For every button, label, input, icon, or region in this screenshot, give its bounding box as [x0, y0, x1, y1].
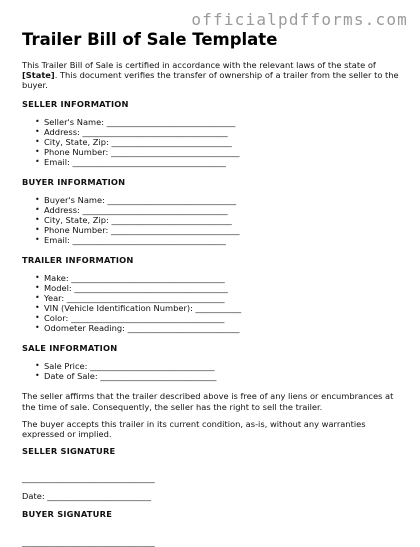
trailer-information-heading: TRAILER INFORMATION	[22, 255, 134, 266]
buyer-signature-heading: BUYER SIGNATURE	[22, 509, 113, 520]
intro-paragraph	[22, 60, 400, 91]
seller-email-field: • Email: _____________________________________	[44, 157, 400, 167]
seller-date-spacer	[22, 482, 400, 491]
buyer-fields-list	[22, 195, 400, 245]
trailer-vin-field: • VIN (Vehicle Identification Number): ___________	[44, 303, 400, 313]
document-body	[22, 60, 400, 546]
seller-signature-heading: SELLER SIGNATURE	[22, 446, 116, 457]
buyer-signature-spacer	[22, 500, 400, 509]
seller-address-field: • Address: ___________________________________	[44, 127, 400, 137]
sale-price-field: • Sale Price: ______________________________	[44, 361, 400, 371]
acceptance-paragraph: The buyer accepts this trailer in its current condition, as-is, without any warranties expressed or implied.	[22, 418, 366, 440]
sale-information-heading: SALE INFORMATION	[22, 343, 118, 354]
buyer-signature-line: ________________________________	[22, 536, 155, 547]
seller-fields-list	[22, 117, 400, 167]
buyer-email-field: • Email: _____________________________________	[44, 235, 400, 245]
buyer-phone-field: • Phone Number: _______________________________	[44, 225, 400, 235]
seller-signature-line: ________________________________	[22, 473, 155, 484]
buyer-city-state-zip-field: • City, State, Zip: _____________________________	[44, 215, 400, 225]
buyer-signature-space	[22, 528, 400, 537]
trailer-make-field: • Make: _____________________________________	[44, 273, 400, 283]
buyer-information-heading: BUYER INFORMATION	[22, 176, 126, 187]
trailer-color-field: • Color: _____________________________________	[44, 313, 400, 323]
intro-text-before: This Trailer Bill of Sale is certified in accordance with the relevant laws of the state of	[22, 60, 376, 70]
trailer-year-field: • Year: ______________________________________	[44, 293, 400, 303]
trailer-fields-list	[22, 273, 400, 333]
document-title: Trailer Bill of Sale Template	[22, 30, 278, 49]
sale-date-field: • Date of Sale: ____________________________	[44, 371, 400, 381]
sale-fields-list	[22, 361, 400, 381]
buyer-address-field: • Address: ___________________________________	[44, 205, 400, 215]
intro-text-after: . This document verifies the transfer of ownership of a trailer from the seller to the buyer.	[22, 70, 399, 91]
seller-city-state-zip-field: • City, State, Zip: _____________________________	[44, 137, 400, 147]
affirmation-paragraph: The seller affirms that the trailer described above is free of any liens or encumbrances at the time of sale. Consequently, the seller has the right to sell the trailer.	[22, 391, 394, 412]
seller-date-line: Date: _________________________	[22, 491, 151, 502]
trailer-odometer-field: • Odometer Reading: ___________________________	[44, 323, 400, 333]
seller-phone-field: • Phone Number: _______________________________	[44, 147, 400, 157]
buyer-name-field: • Buyer's Name: _______________________________	[44, 195, 400, 205]
trailer-model-field: • Model: _____________________________________	[44, 283, 400, 293]
state-placeholder: [State]	[22, 70, 55, 81]
seller-information-heading: SELLER INFORMATION	[22, 98, 129, 109]
seller-signature-space	[22, 464, 400, 473]
seller-name-field: • Seller's Name: _______________________________	[44, 117, 400, 127]
watermark: officialpdfforms.com	[191, 10, 408, 29]
